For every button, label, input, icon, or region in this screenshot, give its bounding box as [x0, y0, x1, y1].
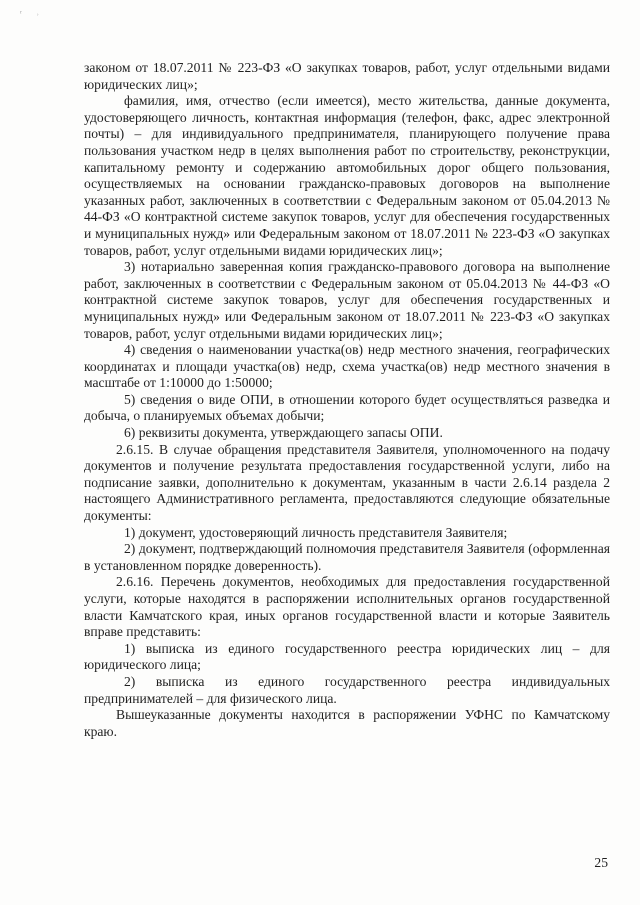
paragraph-11: 1) выписка из единого государственного реестра юридических лиц – для юридического лица;	[84, 640, 610, 673]
paragraph-1: законом от 18.07.2011 № 223-ФЗ «О закупках товаров, работ, услуг отдельными видами юридических лиц»;	[84, 60, 610, 92]
paragraph-5: 5) сведения о виде ОПИ, в отношении которого будет осуществляться разведка и добыча, о планируемых объемах добычи;	[84, 391, 610, 424]
scan-artifact: ʳ ˒	[20, 8, 46, 18]
paragraph-8: 1) документ, удостоверяющий личность представителя Заявителя;	[124, 524, 508, 540]
paragraph-10: 2.6.16. Перечень документов, необходимых для предоставления государственной услуги, которые находятся в распоряжении исполнительных органов государственной власти Камчатского края, иных органов государственной власти и которые Заявитель вправе представить:	[84, 574, 610, 640]
paragraph-3: 3) нотариально заверенная копия гражданско-правового договора на выполнение работ, заключенных в соответствии с Федеральным законом от 05.04.2013 № 44-ФЗ «О контрактной системе закупок товаров, услуг для обеспечения государственных и муниципальных нужд» или Федеральным законом от 18.07.2011 № 223-ФЗ «О закупках товаров, работ, услуг отдельными видами юридических лиц»;	[84, 259, 610, 341]
paragraph-4: 4) сведения о наименовании участка(ов) недр местного значения, географических координатах и площади участка(ов) недр, схема участка(ов) недр местного значения в масштабе от 1:10000 до 1:50000;	[84, 342, 610, 391]
paragraph-9: 2) документ, подтверждающий полномочия представителя Заявителя (оформленная в установленном порядке доверенность).	[84, 541, 610, 573]
paragraph-6: 6) реквизиты документа, утверждающего запасы ОПИ.	[124, 425, 443, 441]
paragraph-2: фамилия, имя, отчество (если имеется), место жительства, данные документа, удостоверяющего личность, контактная информация (телефон, факс, адрес электронной почты) – для индивидуального предпринимателя, планирующего получение права пользования участком недр в целях выполнения работ по строительству, реконструкции, капитальному ремонту и содержанию автомобильных дорог общего пользования, осуществляемых на основании гражданско-правовых договоров на выполнение указанных работ, заключенных в соответствии с Федеральным законом от 05.04.2013 № 44-ФЗ «О контрактной системе закупок товаров, услуг для обеспечения государственных и муниципальных нужд» или Федеральным законом от 18.07.2011 № 223-ФЗ «О закупках товаров, работ, услуг отдельными видами юридических лиц»;	[84, 93, 610, 258]
paragraph-13: Вышеуказанные документы находится в распоряжении УФНС по Камчатскому краю.	[84, 707, 610, 739]
paragraph-12: 2) выписка из единого государственного реестра индивидуальных предпринимателей – для физического лица.	[84, 673, 610, 706]
page-number: 25	[594, 855, 608, 870]
document-body	[84, 60, 610, 740]
paragraph-7: 2.6.15. В случае обращения представителя Заявителя, уполномоченного на подачу документов и получение результата предоставления государственной услуги, либо на подписание заявки, дополнительно к документам, указанным в части 2.6.14 раздела 2 настоящего Административного регламента, предоставляются следующие обязательные документы:	[84, 441, 610, 524]
